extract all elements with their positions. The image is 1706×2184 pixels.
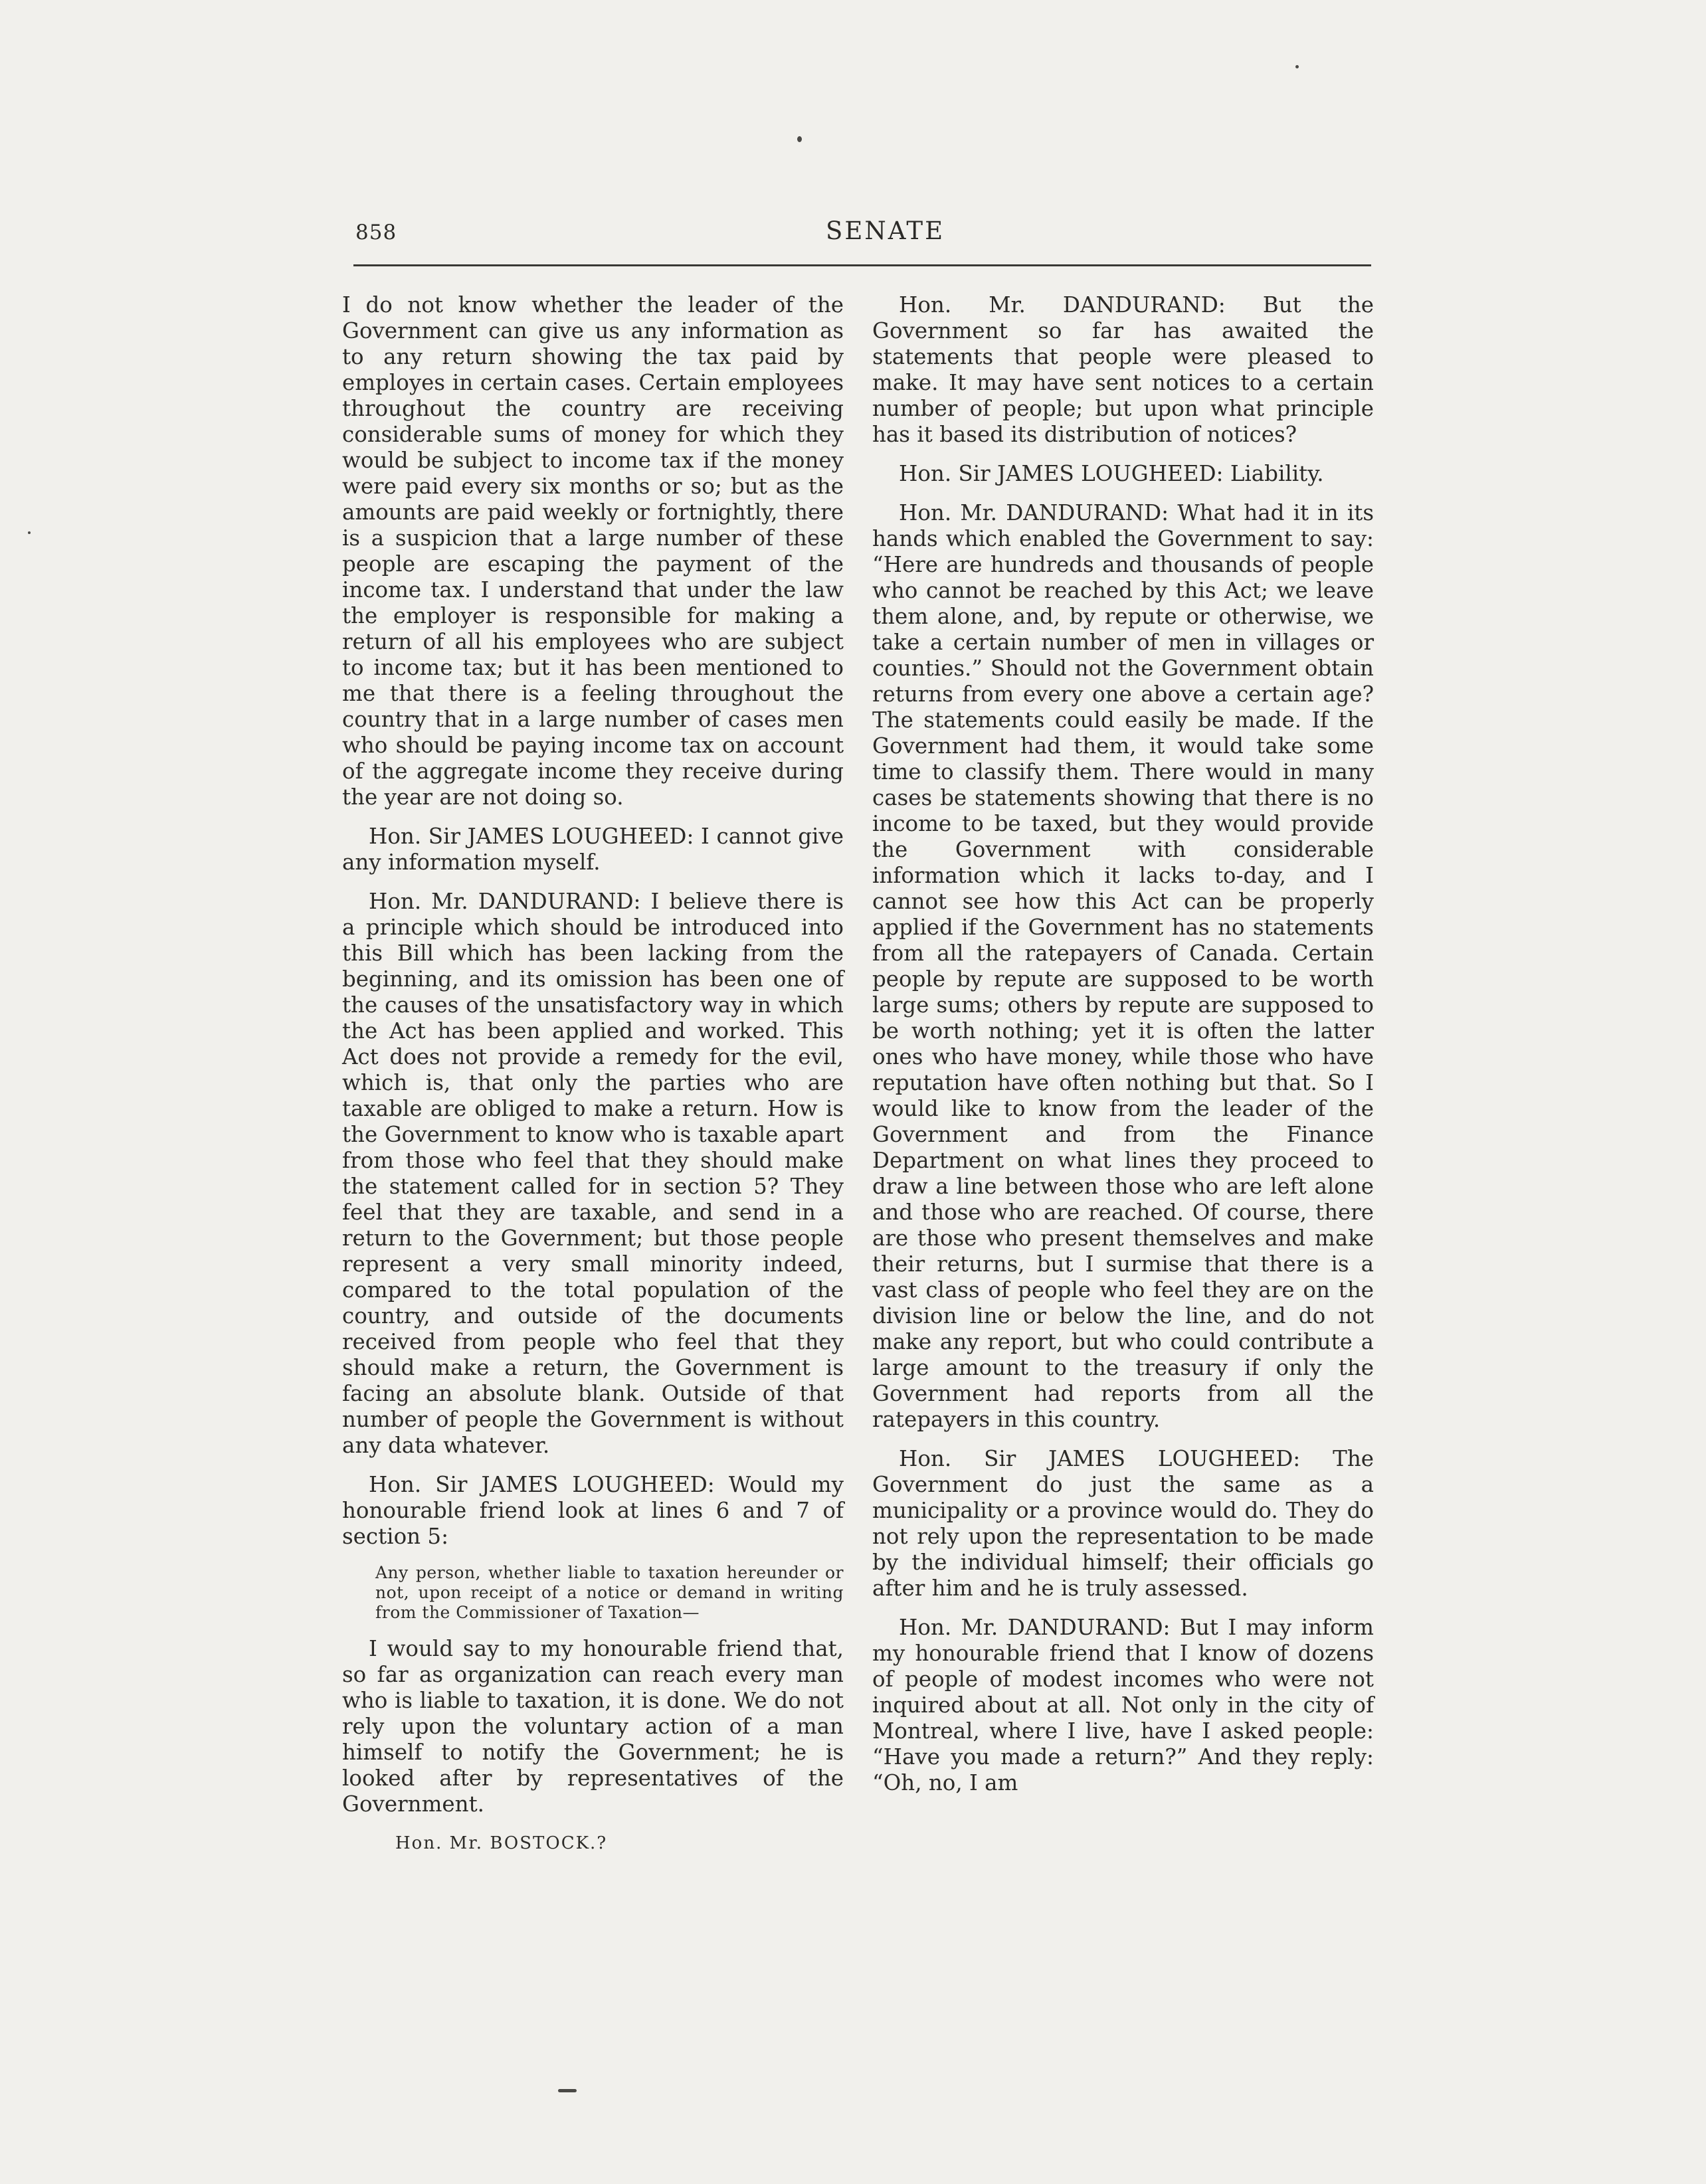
paragraph: Hon. Mr. DANDURAND: What had it in its hands which enabled the Government to say: “Here are hundreds and thousands of people who cannot be reached by this Act; we leave them alone, and, by repute or otherwise, we take a certain number of men in villages or counties.” Should not the Government obtain returns from every one above a certain age? The statements could easily be made. If the Government had them, it would take some time to classify them. There would in many cases be statements showing that there is no income to be taxed, but they would provide the Government with considerable information which it lacks to-day, and I cannot see how this Act can be properly applied if the Government has no statements from all the ratepayers of Canada. Certain people by repute are supposed to be worth large sums; others by repute are supposed to be worth nothing; yet it is often the latter ones who have money, while those who have reputation have often nothing but that. So I would like to know from the leader of the Government and from the Finance Department on what lines they proceed to draw a line between those who are left alone and those who are reached. Of course, there are those who present themselves and make their returns, but I surmise that there is a vast class of people who feel they are on the division line or below the line, and do not make any report, but who could contribute a large amount to the treasury if only the Government had reports from all the ratepayers in this country. bbox=[872, 500, 1374, 1432]
paragraph: I do not know whether the leader of the Government can give us any information as to any return showing the tax paid by employes in certain cases. Certain employees throughout the country are receiving considerable sums of money for which they would be subject to income tax if the money were paid every six months or so; but as the amounts are paid weekly or fortnightly, there is a suspicion that a large number of these people are escaping the payment of the income tax. I understand that under the law the employer is responsible for making a return of all his employees who are subject to income tax; but it has been mentioned to me that there is a feeling throughout the country that in a large number of cases men who should be paying income tax on account of the aggregate income they receive during the year are not doing so. bbox=[342, 292, 844, 810]
paragraph: I would say to my honourable friend that, so far as organization can reach every man who is liable to taxation, it is done. We do not rely upon the voluntary action of a man himself to notify the Government; he is looked after by representatives of the Government. bbox=[342, 1636, 844, 1817]
header-rule bbox=[353, 264, 1371, 266]
page-header bbox=[355, 217, 1372, 250]
running-head: SENATE bbox=[826, 217, 945, 245]
scan-speck bbox=[1295, 65, 1299, 68]
paragraph: Hon. Mr. DANDURAND: But I may inform my honourable friend that I know of dozens of people of modest incomes who were not inquired about at all. Not only in the city of Montreal, where I live, have I asked people: “Have you made a return?” And they reply: “Oh, no, I am bbox=[872, 1615, 1374, 1795]
paragraph: Hon. Mr. DANDURAND: But the Government so far has awaited the statements that people were pleased to make. It may have sent notices to a certain number of people; but upon what principle has it based its distribution of notices? bbox=[872, 292, 1374, 447]
paragraph: Hon. Sir JAMES LOUGHEED: I cannot give any information myself. bbox=[342, 824, 844, 875]
paragraph: Hon. Sir JAMES LOUGHEED: The Government do just the same as a municipality or a province would do. They do not rely upon the representation to be made by the individual himself; their officials go after him and he is truly assessed. bbox=[872, 1446, 1374, 1601]
paragraph: Hon. Mr. DANDURAND: I believe there is a principle which should be introduced into this Bill which has been lacking from the beginning, and its omission has been one of the causes of the unsatisfactory way in which the Act has been applied and worked. This Act does not provide a remedy for the evil, which is, that only the parties who are taxable are obliged to make a return. How is the Government to know who is taxable apart from those who feel that they should make the statement called for in section 5? They feel that they are taxable, and send in a return to the Government; but those people represent a very small minority indeed, compared to the total population of the country, and outside of the documents received from people who feel that they should make a return, the Government is facing an absolute blank. Outside of that number of people the Government is without any data whatever. bbox=[342, 889, 844, 1458]
page-footer-catchword: Hon. Mr. BOSTOCK.? bbox=[395, 1833, 608, 1853]
paragraph: Hon. Sir JAMES LOUGHEED: Would my honourable friend look at lines 6 and 7 of section 5: bbox=[342, 1472, 844, 1549]
scan-speck bbox=[797, 136, 802, 142]
block-quote: Any person, whether liable to taxation hereunder or not, upon receipt of a notice or demand in writing from the Commissioner of Taxation— bbox=[375, 1563, 844, 1622]
left-column bbox=[342, 292, 844, 1857]
right-column bbox=[872, 292, 1374, 1809]
scan-speck bbox=[558, 2089, 577, 2092]
scan-speck bbox=[28, 531, 31, 534]
paragraph: Hon. Sir JAMES LOUGHEED: Liability. bbox=[899, 461, 1324, 486]
page-number: 858 bbox=[355, 221, 397, 244]
